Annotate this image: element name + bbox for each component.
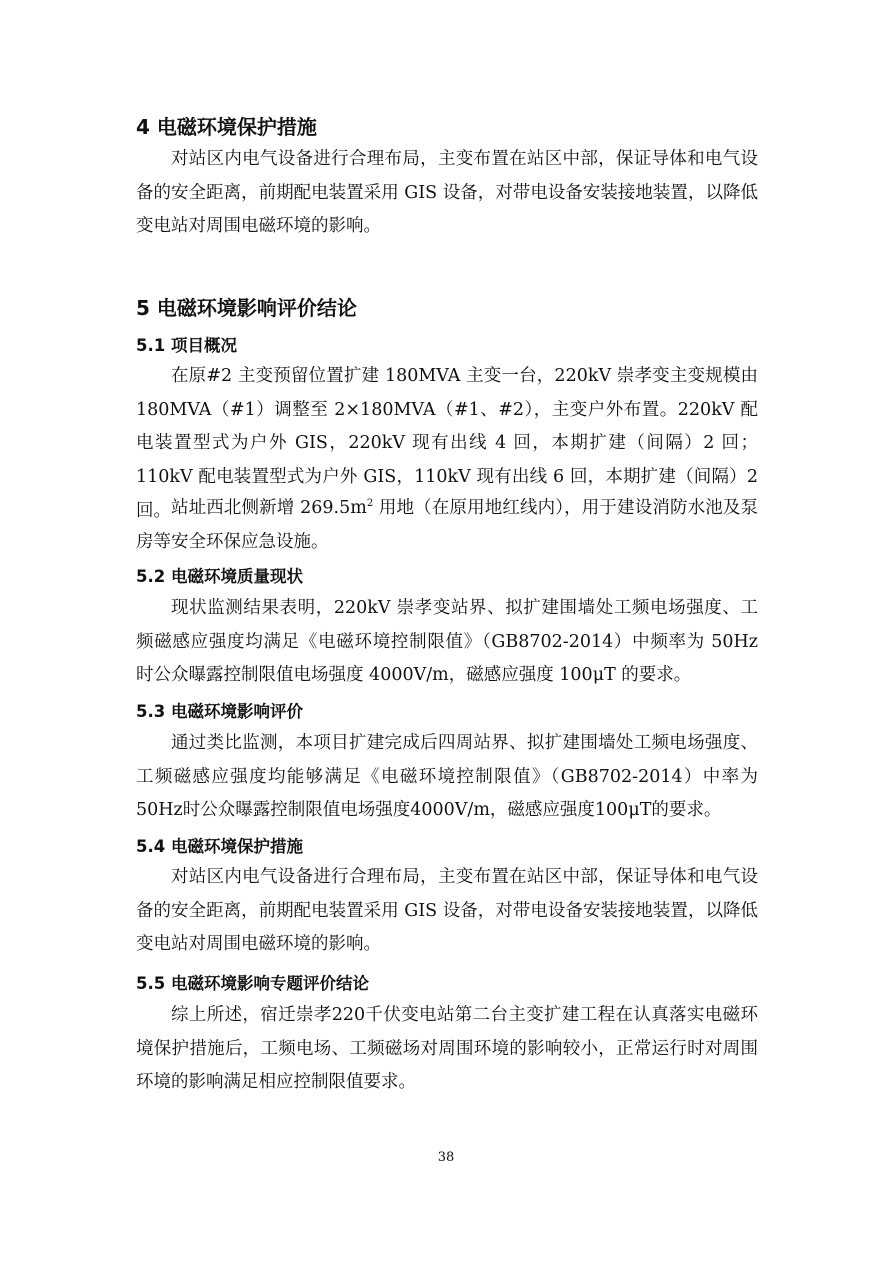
section-5-3-paragraph: 通过类比监测，本项目扩建完成后四周站界、拟扩建围墙处工频电场强度、工频磁感应强度均能够满足《电磁环境控制限值》（GB8702-2014）中率为50Hz时公众曝露控制限值电场强度4000V/m，磁感应强度100μT的要求。 [136,733,758,821]
section-5-1-paragraph-2 [136,492,758,559]
section-5-4-heading: 5.4 电磁环境保护措施 [136,837,303,856]
page-number: 38 [437,1150,455,1165]
paragraph-text: 站址西北侧新增 269.5m [171,498,367,518]
section-5-3-heading: 5.3 电磁环境影响评价 [136,702,303,721]
section-5-heading: 5 电磁环境影响评价结论 [136,296,357,320]
section-5-2-heading: 5.2 电磁环境质量现状 [136,567,303,586]
section-5-2-paragraph: 现状监测结果表明，220kV 崇孝变站界、拟扩建围墙处工频电场强度、工频磁感应强度均满足《电磁环境控制限值》（GB8702-2014）中频率为 50Hz 时公众曝露控制限值电场强度 4000V/m，磁感应强度 100μT 的要求。 [136,598,758,686]
superscript: 2 [366,498,374,510]
paragraph-text: 用地（在原用地红线内），用于建设消防水池及泵房等安全环保应急设施。 [136,498,758,552]
section-5-5-paragraph: 综上所述，宿迁崇孝220千伏变电站第二台主变扩建工程在认真落实电磁环境保护措施后，工频电场、工频磁场对周围环境的影响较小，正常运行时对周围环境的影响满足相应控制限值要求。 [136,1005,758,1093]
section-5-5-heading: 5.5 电磁环境影响专题评价结论 [136,974,369,993]
section-5-1-paragraph-1: 在原#2 主变预留位置扩建 180MVA 主变一台，220kV 崇孝变主变规模由 180MVA（#1）调整至 2×180MVA（#1、#2），主变户外布置。220kV 配电装置型式为户外 GIS，220kV 现有出线 4 回，本期扩建（间隔）2 回；110kV 配电装置型式为户外 GIS，110kV 现有出线 6 回，本期扩建（间隔）2 回。 [136,366,758,521]
section-5-1-heading: 5.1 项目概况 [136,336,237,355]
section-5-4-paragraph: 对站区内电气设备进行合理布局，主变布置在站区中部，保证导体和电气设备的安全距离，前期配电装置采用 GIS 设备，对带电设备安装接地装置，以降低变电站对周围电磁环境的影响。 [136,867,758,955]
section-4-heading: 4 电磁环境保护措施 [136,115,317,139]
section-4-paragraph: 对站区内电气设备进行合理布局，主变布置在站区中部，保证导体和电气设备的安全距离，前期配电装置采用 GIS 设备，对带电设备安装接地装置，以降低变电站对周围电磁环境的影响。 [136,149,758,237]
